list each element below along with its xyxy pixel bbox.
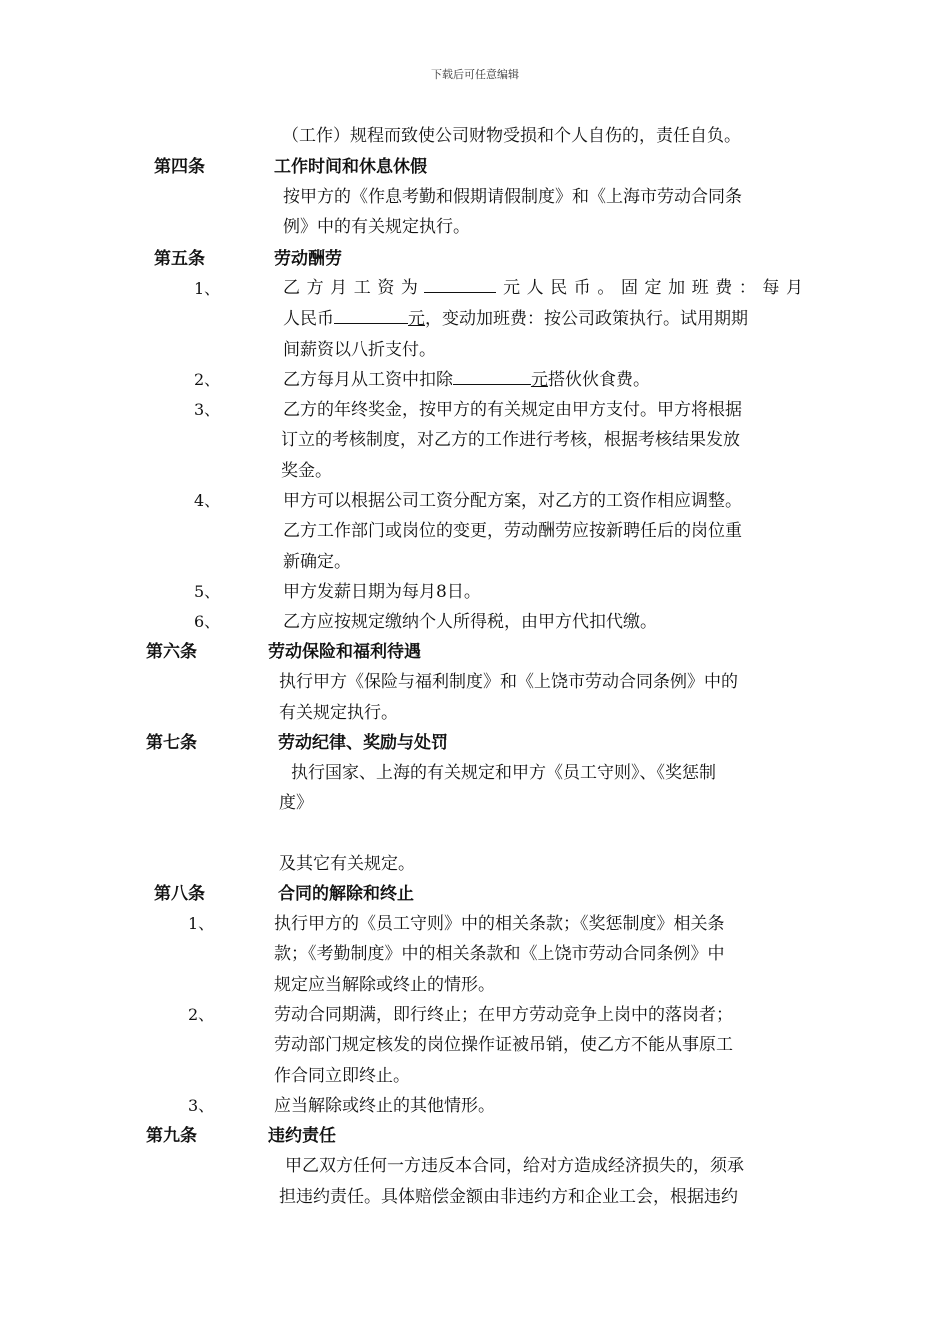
text-line: 乙方工作部门或岗位的变更，劳动酬劳应按新聘任后的岗位重 <box>283 521 742 541</box>
article-number: 第六条 <box>146 642 197 662</box>
item-number: 4、 <box>194 491 221 510</box>
text-span: 人民币 <box>283 309 334 329</box>
item-number: 2、 <box>188 1005 215 1024</box>
text-line: 甲方发薪日期为每月8日。 <box>283 582 481 602</box>
text-line: 奖金。 <box>281 461 332 481</box>
text-line: 间薪资以八折支付。 <box>283 340 436 360</box>
text-span: 元人民币。固定加班费：每月 <box>496 278 804 298</box>
text-line: 规定应当解除或终止的情形。 <box>274 975 495 995</box>
text-line <box>283 307 748 331</box>
text-span: 乙方每月从工资中扣除 <box>283 370 453 390</box>
text-span: 元 <box>531 370 548 390</box>
item-number: 1、 <box>188 914 215 933</box>
item-number: 1、 <box>194 279 221 298</box>
text-line <box>283 276 803 300</box>
fill-blank <box>424 276 496 293</box>
article-number: 第四条 <box>154 157 205 177</box>
text-line: 执行甲方《保险与福利制度》和《上饶市劳动合同条例》中的 <box>279 672 738 692</box>
text-line: （工作）规程而致使公司财物受损和个人自伤的，责任自负。 <box>282 126 741 146</box>
text-line: 款；《考勤制度》中的相关条款和《上饶市劳动合同条例》中 <box>274 944 725 964</box>
article-heading: 劳动纪律、奖励与处罚 <box>278 733 448 753</box>
page-header: 下载后可任意编辑 <box>431 68 519 81</box>
article-heading: 违约责任 <box>268 1126 336 1146</box>
text-line: 按甲方的《作息考勤和假期请假制度》和《上海市劳动合同条 <box>283 187 742 207</box>
article-heading: 劳动酬劳 <box>274 249 342 269</box>
article-number: 第九条 <box>146 1126 197 1146</box>
item-number: 5、 <box>194 582 221 601</box>
text-line: 劳动部门规定核发的岗位操作证被吊销，使乙方不能从事原工 <box>274 1035 733 1055</box>
item-number: 3、 <box>188 1096 215 1115</box>
text-line: 劳动合同期满，即行终止；在甲方劳动竞争上岗中的落岗者； <box>274 1005 733 1025</box>
text-line: 新确定。 <box>283 552 351 572</box>
fill-blank <box>334 307 408 324</box>
text-span: 乙方月工资为 <box>283 278 425 298</box>
text-span: ，变动加班费：按公司政策执行。试用期期 <box>425 309 748 329</box>
article-number: 第八条 <box>154 884 205 904</box>
article-heading: 工作时间和休息休假 <box>274 157 427 177</box>
text-line: 担违约责任。具体赔偿金额由非违约方和企业工会，根据违约 <box>279 1187 738 1207</box>
fill-blank <box>453 368 531 385</box>
item-number: 6、 <box>194 612 221 631</box>
text-line: 应当解除或终止的其他情形。 <box>274 1096 495 1116</box>
item-number: 2、 <box>194 370 221 389</box>
article-number: 第七条 <box>146 733 197 753</box>
text-line: 乙方应按规定缴纳个人所得税，由甲方代扣代缴。 <box>283 612 657 632</box>
text-line: 订立的考核制度，对乙方的工作进行考核，根据考核结果发放 <box>281 430 740 450</box>
text-line <box>283 368 650 392</box>
text-line: 甲方可以根据公司工资分配方案，对乙方的工资作相应调整。 <box>283 491 742 511</box>
article-heading: 劳动保险和福利待遇 <box>268 642 421 662</box>
text-line: 作合同立即终止。 <box>274 1066 410 1086</box>
item-number: 3、 <box>194 400 221 419</box>
text-line: 乙方的年终奖金，按甲方的有关规定由甲方支付。甲方将根据 <box>283 400 742 420</box>
text-line: 及其它有关规定。 <box>279 854 415 874</box>
text-line: 度》 <box>279 793 313 813</box>
text-line: 执行甲方的《员工守则》中的相关条款；《奖惩制度》相关条 <box>274 914 725 934</box>
text-line: 甲乙双方任何一方违反本合同，给对方造成经济损失的，须承 <box>285 1156 744 1176</box>
article-heading: 合同的解除和终止 <box>278 884 414 904</box>
article-number: 第五条 <box>154 249 205 269</box>
text-span: 元 <box>408 309 425 329</box>
text-line: 执行国家、上海的有关规定和甲方《员工守则》、《奖惩制 <box>291 763 716 783</box>
text-line: 有关规定执行。 <box>279 703 398 723</box>
text-line: 例》中的有关规定执行。 <box>283 217 470 237</box>
text-span: 搭伙伙食费。 <box>548 370 650 390</box>
